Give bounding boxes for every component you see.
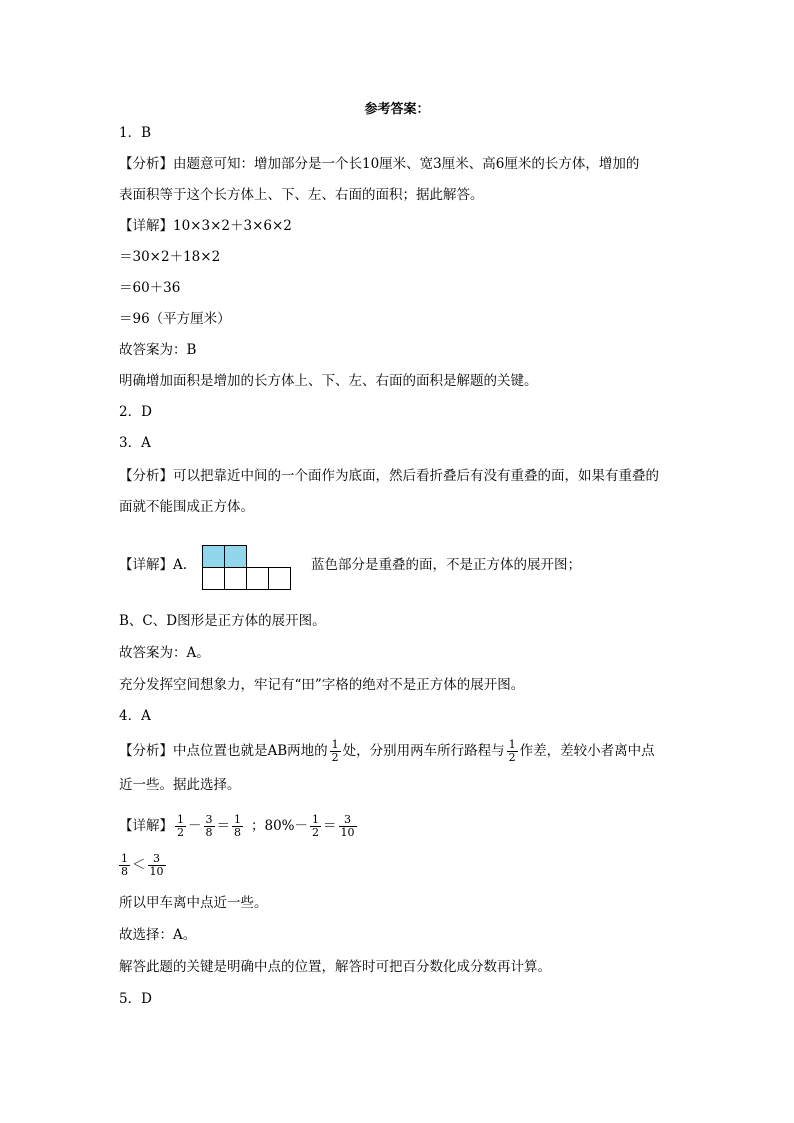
q5-number: 5．D — [119, 991, 152, 1007]
q3-note: 充分发挥空间想象力，牢记有“田”字格的绝对不是正方体的展开图。 — [119, 677, 525, 693]
q4-analysis-part3: 作差，差较小者离中点 — [519, 743, 655, 759]
fraction: $\frac{3}{10}$ — [149, 852, 164, 878]
q4-analysis-line2: 近一些。据此选择。 — [119, 777, 241, 793]
q1-answer: 故答案为：B — [119, 342, 197, 358]
net-square-overlap — [202, 545, 225, 568]
net-square — [224, 567, 247, 590]
q3-number: 3．A — [119, 435, 151, 451]
q1-detail-line4: ＝96（平方厘米） — [119, 311, 231, 327]
q4-note: 解答此题的关键是明确中点的位置，解答时可把百分数化成分数再计算。 — [119, 959, 551, 975]
q2-number: 2．D — [119, 404, 152, 420]
net-square-overlap — [224, 545, 247, 568]
q4-comparison: $\frac{1}{8}$ ＜ $\frac{3}{10}$ — [121, 852, 164, 878]
fraction: $\frac{1}{8}$ — [234, 813, 241, 839]
q3-answer: 故答案为：A。 — [119, 645, 210, 661]
fraction: $\frac{1}{2}$ — [177, 813, 184, 839]
q3-detail-line2: B、C、D图形是正方体的展开图。 — [119, 613, 326, 629]
q4-conclusion: 所以甲车离中点近一些。 — [119, 895, 268, 911]
q1-analysis-line1: 【分析】由题意可知：增加部分是一个长10厘米、宽3厘米、高6厘米的长方体，增加的 — [119, 156, 640, 172]
page-title: 参考答案： — [364, 102, 430, 117]
q3-analysis-line1: 【分析】可以把靠近中间的一个面作为底面，然后看折叠后有没有重叠的面，如果有重叠的 — [119, 468, 659, 484]
q3-detail-label: 【详解】A. — [119, 557, 188, 573]
q3-analysis-line2: 面就不能围成正方体。 — [119, 499, 254, 515]
q1-detail-line3: ＝60＋36 — [119, 280, 181, 296]
q4-analysis-part1: 【分析】中点位置也就是AB两地的 — [119, 743, 328, 759]
q4-analysis-line1 — [119, 739, 655, 764]
net-square — [246, 567, 269, 590]
net-square — [202, 567, 225, 590]
fraction: $\frac{1}{8}$ — [121, 852, 128, 878]
q4-analysis-part2: 处，分别用两车所行路程与 — [342, 743, 505, 759]
q1-analysis-line2: 表面积等于这个长方体上、下、左、右面的面积；据此解答。 — [119, 187, 484, 203]
q1-detail-line2: ＝30×2＋18×2 — [119, 249, 221, 265]
fraction: $\frac{3}{10}$ — [340, 813, 355, 839]
q3-detail-description: 蓝色部分是重叠的面，不是正方体的展开图； — [311, 557, 581, 573]
q1-number: 1．B — [119, 125, 152, 141]
net-square — [268, 567, 291, 590]
q1-note: 明确增加面积是增加的长方体上、下、左、右面的面积是解题的关键。 — [119, 373, 538, 389]
cube-net-figure — [201, 545, 293, 591]
q1-detail-line1: 【详解】10×3×2＋3×6×2 — [119, 218, 292, 234]
fraction: $\frac{1}{2}$ — [312, 813, 320, 839]
fraction-half: $\frac{1}{2}$ — [331, 738, 339, 764]
q4-answer: 故选择：A。 — [119, 927, 197, 943]
fraction-half: $\frac{1}{2}$ — [508, 738, 516, 764]
q4-detail-equation: 【详解】 $\frac{1}{2}$ － $\frac{3}{8}$ ＝ $\frac{1}{8}$ ；80%－ $\frac{1}{2}$ ＝ $\frac{3}{10}$ — [119, 813, 355, 839]
q4-number: 4．A — [119, 708, 151, 724]
q4-detail-label: 【详解】 — [119, 818, 173, 834]
fraction: $\frac{3}{8}$ — [205, 813, 213, 839]
